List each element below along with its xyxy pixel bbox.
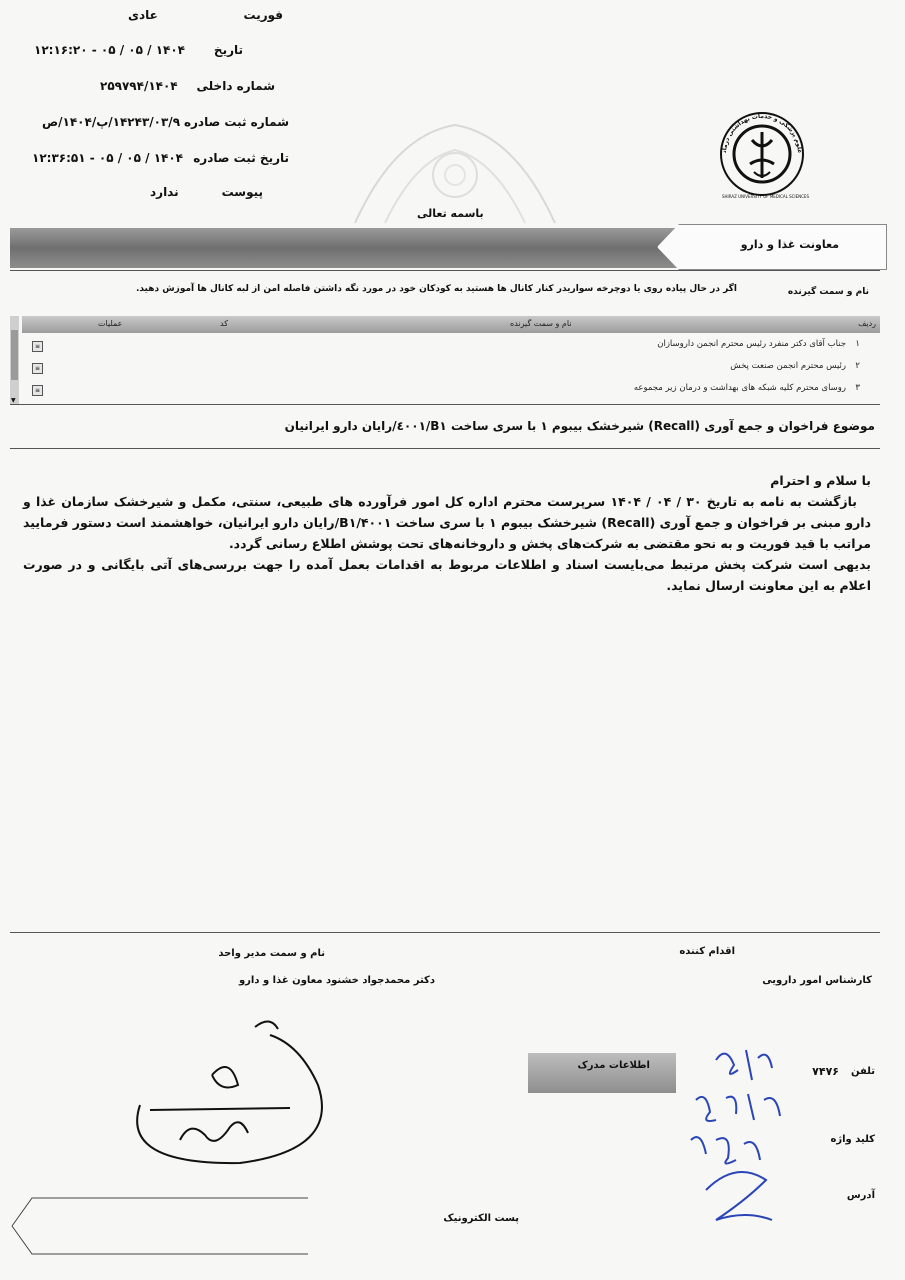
internal-number-value: ۲۵۹۷۹۴/۱۴۰۴ <box>100 79 178 93</box>
scrollbar-thumb[interactable] <box>11 330 18 380</box>
table-row[interactable] <box>22 337 880 355</box>
column-code: کد <box>220 319 229 328</box>
body-paragraph: بدیهی است شرکت پخش مرتبط می‌بایست اسناد و اطلاعات مربوط به اقدامات بعمل آمده را جهت بررسی‌های آتی بایگانی و در صورت اعلام به این معاونت ارسال نماید. <box>23 557 871 593</box>
table-row[interactable] <box>22 381 880 399</box>
attachment-value: ندارد <box>150 185 179 199</box>
letter-body <box>23 470 871 596</box>
logo-english-text: SHIRAZ UNIVERSITY OF MEDICAL SCIENCES <box>722 194 809 199</box>
priority-label: فوریت <box>243 8 283 22</box>
row-operation-icon[interactable]: ≡ <box>32 341 43 352</box>
department-name: معاونت غذا و دارو <box>740 238 839 251</box>
issue-number-label: شماره ثبت صادره <box>183 115 289 129</box>
invocation-text: باسمه تعالی <box>417 207 484 220</box>
safety-notice: اگر در حال پیاده روی یا دوچرخه سواریدر کنار کانال ها هستید به کودکان خود در مورد نگه داشتن فاصله امن از لبه کانال ها آموزش دهید. <box>135 284 737 294</box>
row-recipient-name: روسای محترم کلیه شبکه های بهداشت و درمان زیر مجموعه <box>633 383 846 393</box>
document-info-button[interactable] <box>528 1053 676 1093</box>
internal-number-label: شماره داخلی <box>196 79 275 93</box>
university-logo <box>716 102 808 206</box>
keyword-label: کلید واژه <box>830 1134 875 1145</box>
recipients-section-label: نام و سمت گیرنده <box>787 287 869 297</box>
row-operation-icon[interactable]: ≡ <box>32 363 43 374</box>
handwritten-note <box>676 1040 796 1230</box>
manager-value: دکتر محمدجواد خشنود معاون غذا و دارو <box>238 975 435 986</box>
phone-label: تلفن <box>850 1066 875 1077</box>
divider-line <box>10 270 880 271</box>
row-operation-icon[interactable]: ≡ <box>32 385 43 396</box>
row-index: ۱ <box>855 339 860 349</box>
recipients-table-header <box>22 316 880 333</box>
row-recipient-name: جناب آقای دکتر منفرد رئیس محترم انجمن داروسازان <box>657 339 846 349</box>
row-index: ۳ <box>855 383 860 393</box>
subject-label: موضوع <box>832 419 875 433</box>
issue-date-value: ۱۴۰۴ / ۰۵ / ۰۵ - ۱۲:۳۶:۵۱ <box>32 151 183 165</box>
column-name: نام و سمت گیرنده <box>510 319 572 328</box>
scroll-down-icon[interactable]: ▼ <box>11 397 16 404</box>
phone-value: ۷۴۷۶ <box>812 1065 839 1078</box>
greeting: با سلام و احترام <box>770 473 871 488</box>
issue-date-label: تاریخ ثبت صادره <box>193 151 289 165</box>
actor-value: کارشناس امور دارویی <box>762 975 872 986</box>
subject-text: فراخوان و جمع آوری (Recall) شیرخشک بیبوم ۱ با سری ساخت B۱/٤٠٠١/رایان دارو ایرانیان <box>284 419 829 433</box>
address-box <box>10 1196 310 1256</box>
address-label: آدرس <box>846 1190 875 1201</box>
issue-number-value: ۱۴۲۴۳/۰۳/۹/پ/۱۴۰۴/ص <box>42 115 181 129</box>
date-value: ۱۴۰۴ / ۰۵ / ۰۵ - ۱۲:۱۶:۲۰ <box>34 43 185 57</box>
subject-line <box>285 419 875 433</box>
priority-value: عادی <box>128 8 158 22</box>
row-recipient-name: رئیس محترم انجمن صنعت پخش <box>730 361 846 371</box>
logo-university-text: علوم پزشکی و خدمات بهداشتی درمان <box>721 112 804 154</box>
actor-label: اقدام کننده <box>679 946 735 957</box>
table-scrollbar[interactable] <box>10 316 19 404</box>
date-label: تاریخ <box>213 43 243 57</box>
divider-line <box>10 448 880 449</box>
manager-label: نام و سمت مدیر واحد <box>218 948 325 959</box>
divider-line <box>10 404 880 405</box>
attachment-label: پیوست <box>221 185 263 199</box>
document-info-label: اطلاعات مدرک <box>577 1060 650 1071</box>
column-row: ردیف <box>858 319 876 328</box>
row-index: ۲ <box>855 361 860 371</box>
divider-line <box>10 932 880 933</box>
body-paragraph: بازگشت به نامه به تاریخ ۳۰ / ۰۴ / ۱۴۰۴ سرپرست محترم اداره کل امور فرآورده های طبیعی، سنتی، مکمل و شیرخشک سازمان غذا و دارو مبنی بر فراخوان و جمع آوری (Recall) شیرخشک بیبوم ۱ با سری ساخت B۱/۴۰۰۱/رایان دارو ایرانیان، خواهشمند است دستور فرمایید مراتب با قید فوریت و به نحو مقتضی به شرکت‌های پخش و داروخانه‌های تحت پوشش اطلاع رسانی گردد. <box>23 494 872 551</box>
table-row[interactable] <box>22 359 880 377</box>
manager-signature <box>120 1015 330 1175</box>
column-operations: عملیات <box>98 319 123 328</box>
email-label: پست الکترونیک <box>443 1213 519 1224</box>
